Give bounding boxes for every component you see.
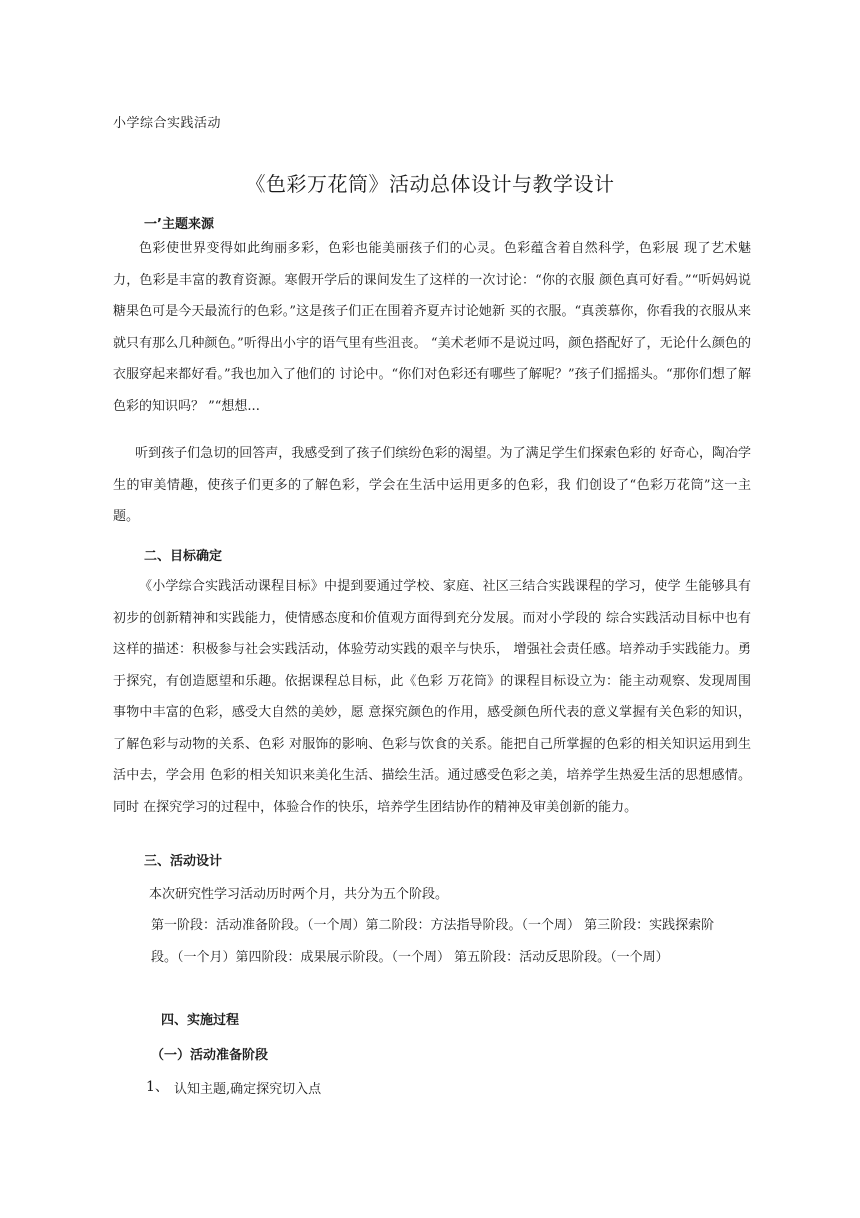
section-heading-implementation: 四、实施过程 (161, 1013, 240, 1028)
list-item-text: 认知主题,确定探究切入点 (174, 1082, 322, 1097)
document-header: 小学综合实践活动 (113, 116, 222, 131)
document-title: 《色彩万花筒》活动总体设计与教学设计 (245, 172, 615, 196)
paragraph-topic-source-1: 色彩使世界变得如此绚丽多彩，色彩也能美丽孩子们的心灵。色彩蕴含着自然科学，色彩展 现了艺术魅力，色彩是丰富的教育资源。寒假开学后的课间发生了这样的一次讨论：“你的衣服 颜色真可好看。”“听妈妈说糖果色可是今天最流行的色彩。”这是孩子们正在围着齐夏卉讨论她新 买的衣服。“真羡慕你，你看我的衣服从来就只有那么几种颜色。”听得出小宇的语气里有些沮丧。 “美术老师不是说过吗，颜色搭配好了，无论什么颜色的衣服穿起来都好看。”我也加入了他们的 讨论中。“你们对色彩还有哪些了解呢？”孩子们摇摇头。“那你们想了解色彩的知识吗？ ”“想想... (113, 241, 751, 414)
section-heading-activity-design: 三、活动设计 (144, 854, 223, 869)
activity-stages-line-1: 第一阶段：活动准备阶段。（一个周）第二阶段：方法指导阶段。（一个周） 第三阶段：实践探索阶 (151, 918, 715, 933)
section-heading-topic-source: 一’主题来源 (144, 217, 214, 232)
subsection-heading-preparation: （一）活动准备阶段 (151, 1048, 269, 1063)
paragraph-topic-source-2: 听到孩子们急切的回答声，我感受到了孩子们缤纷色彩的渴望。为了满足学生们探索色彩的 好奇心，陶冶学生的审美情趣，使孩子们更多的了解色彩，学会在生活中运用更多的色彩，我 们创设了“色彩万花筒”这一主题。 (113, 446, 751, 524)
list-item-number: 1、 (146, 1079, 169, 1095)
activity-stages-line-2: 段。（一个月）第四阶段：成果展示阶段。（一个周） 第五阶段：活动反思阶段。（一个周） (151, 950, 669, 965)
paragraph-goals: 《小学综合实践活动课程目标》中提到要通过学校、家庭、社区三结合实践课程的学习，使学 生能够具有初步的创新精神和实践能力，使情感态度和价值观方面得到充分发展。而对小学段的 综合实践活动目标中也有这样的描述：积极参与社会实践活动，体验劳动实践的艰辛与快乐， 增强社会责任感。培养动手实践能力。勇于探究，有创造愿望和乐趣。依据课程总目标，此《色彩 万花筒》的课程目标设立为：能主动观察、发现周围事物中丰富的色彩，感受大自然的美妙，愿 意探究颜色的作用，感受颜色所代表的意义掌握有关色彩的知识，了解色彩与动物的关系、色彩 对服饰的影响、色彩与饮食的关系。能把自己所掌握的色彩的相关知识运用到生活中去，学会用 色彩的相关知识来美化生活、描绘生活。通过感受色彩之美，培养学生热爱生活的思想感情。同时 在探究学习的过程中，体验合作的快乐，培养学生团结协作的精神及审美创新的能力。 (113, 579, 751, 815)
activity-design-intro: 本次研究性学习活动历时两个月，共分为五个阶段。 (149, 887, 449, 902)
section-heading-goals: 二、目标确定 (144, 549, 223, 564)
